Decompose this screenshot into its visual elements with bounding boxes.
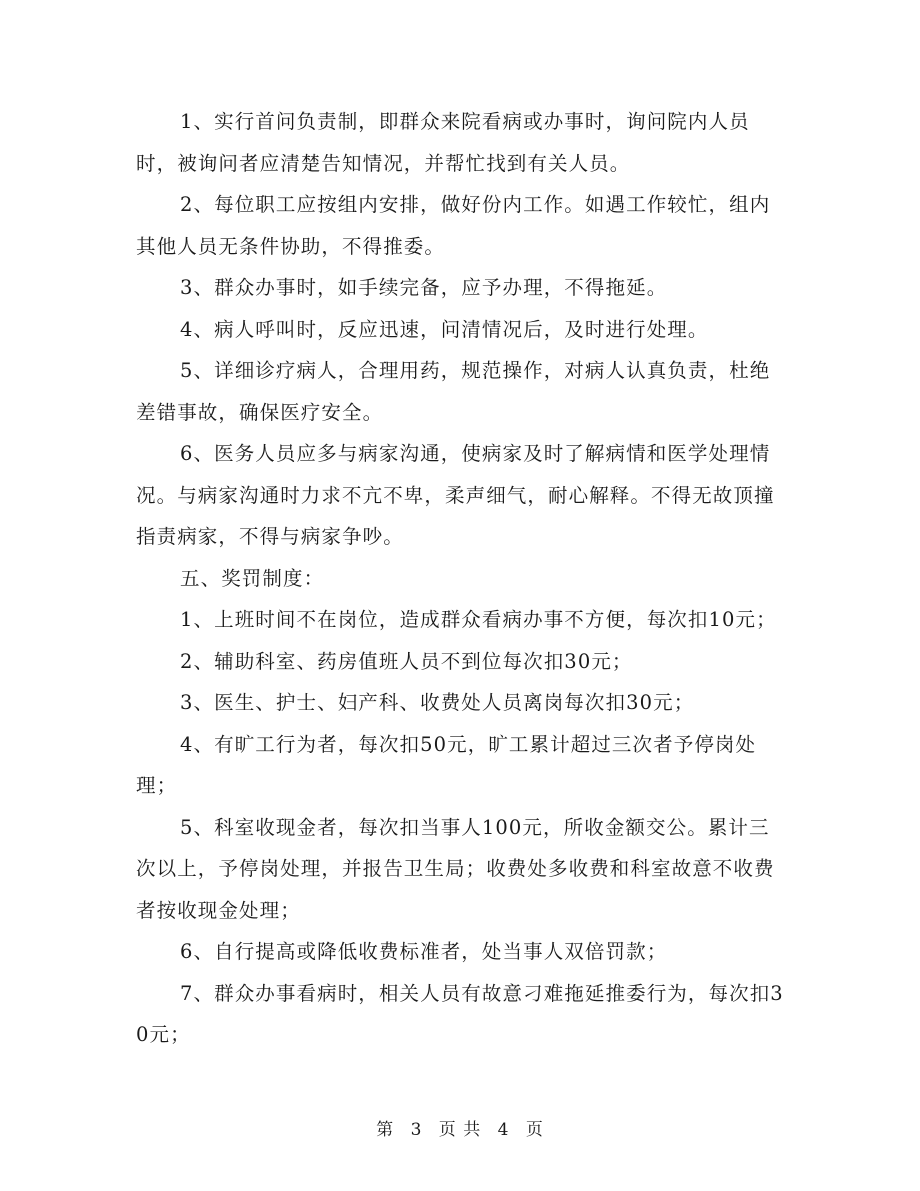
rule-1: 1、上班时间不在岗位，造成群众看病办事不方便，每次扣10元； xyxy=(180,608,777,631)
rule-6: 6、自行提高或降低收费标准者，处当事人双倍罚款； xyxy=(180,940,668,963)
paragraph-1: 1、实行首问负责制，即群众来院看病或办事时，询问院内人员时，被询问者应清楚告知情况，并帮忙找到有关人员。 xyxy=(136,110,750,175)
rule-3: 3、医生、护士、妇产科、收费处人员离岗每次扣30元； xyxy=(180,691,695,714)
footer-suffix: 页 xyxy=(525,1120,544,1140)
rule-5: 5、科室收现金者，每次扣当事人100元，所收金额交公。累计三次以上，予停岗处理，并报告卫生局；收费处多收费和科室故意不收费者按收现金处理； xyxy=(136,815,775,922)
paragraph-6: 6、医务人员应多与病家沟通，使病家及时了解病情和医学处理情况。与病家沟通时力求不亢不卑，柔声细气，耐心解释。不得无故顶撞指责病家，不得与病家争吵。 xyxy=(136,442,775,548)
paragraph-2: 2、每位职工应按组内安排，做好份内工作。如遇工作较忙，组内其他人员无条件协助，不得推委。 xyxy=(136,193,771,258)
rule-2: 2、辅助科室、药房值班人员不到位每次扣30元； xyxy=(180,649,633,673)
paragraph-4: 4、病人呼叫时，反应迅速，问清情况后，及时进行处理。 xyxy=(180,317,709,341)
section-title-rewards-penalties: 五、奖罚制度： xyxy=(180,566,325,590)
document-body xyxy=(136,101,786,1056)
footer-total-pages: 4 xyxy=(497,1120,510,1140)
paragraph-5: 5、详细诊疗病人，合理用药，规范操作，对病人认真负责，杜绝差错事故，确保医疗安全。 xyxy=(136,359,771,424)
footer-middle: 页 共 xyxy=(438,1120,482,1140)
rule-4: 4、有旷工行为者，每次扣50元，旷工累计超过三次者予停岗处理； xyxy=(136,732,757,797)
page-footer xyxy=(0,1115,920,1140)
footer-prefix: 第 xyxy=(376,1120,395,1140)
rule-7: 7、群众办事看病时，相关人员有故意刁难拖延推委行为，每次扣30元； xyxy=(136,981,784,1046)
paragraph-3: 3、群众办事时，如手续完备，应予办理，不得拖延。 xyxy=(180,276,668,299)
footer-current-page: 3 xyxy=(410,1120,423,1140)
